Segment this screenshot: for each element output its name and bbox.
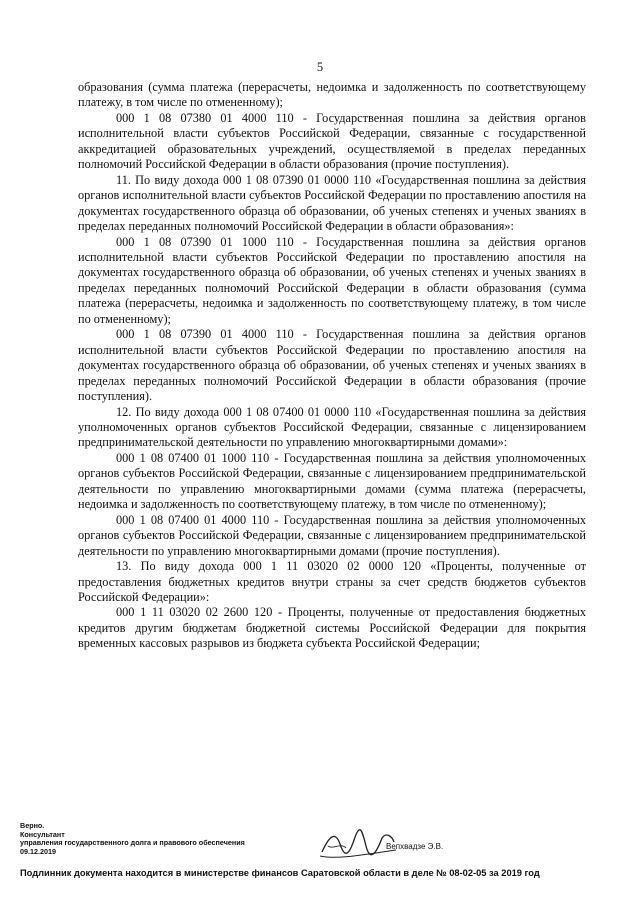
signer-name: Вепхвадзе Э.В. <box>386 842 444 851</box>
stamp-department: управления государственного долга и правового обеспечения <box>20 838 245 848</box>
paragraph: образования (сумма платежа (перерасчеты, недоимка и задолженность по соответствующему платежу, в том числе по отмененному); <box>78 80 586 110</box>
original-location-note: Подлинник документа находится в министерстве финансов Саратовской области в деле № 08-02-05 за 2019 год <box>20 868 540 878</box>
paragraph: 000 1 08 07380 01 4000 110 - Государственная пошлина за действия органов исполнительной власти субъектов Российской Федерации, связанные с государственной аккредитацией образовательных учреждений, осуществляемой в пределах переданных полномочий Российской Федерации в области образования (прочие поступления). <box>78 110 586 172</box>
paragraph: 000 1 08 07390 01 4000 110 - Государственная пошлина за действия органов исполнительной власти субъектов Российской Федерации по проставлению апостиля на документах государственного образца об образовании, об ученых степенях и ученых званиях в пределах переданных полномочий Российской Федерации в области образования (прочие поступления). <box>78 327 586 404</box>
stamp-date: 09.12.2019 <box>20 846 56 856</box>
paragraph: 12. По виду дохода 000 1 08 07400 01 0000 110 «Государственная пошлина за действия уполномоченных органов субъектов Российской Федерации, связанные с лицензированием предпринимательской деятельности по управлению многоквартирными домами»: <box>78 404 586 450</box>
paragraph: 13. По виду дохода 000 1 11 03020 02 0000 120 «Проценты, полученные от предоставления бюджетных кредитов внутри страны за счет средств бюджетов субъектов Российской Федерации»: <box>78 559 586 604</box>
document-body <box>78 80 586 652</box>
paragraph: 000 1 08 07400 01 1000 110 - Государственная пошлина за действия уполномоченных органов субъектов Российской Федерации, связанные с лицензированием предпринимательской деятельности по управлению многоквартирными домами (сумма платежа (перерасчеты, недоимка и задолженность по соответствующему платежу, в том числе по отмененному); <box>78 450 586 512</box>
paragraph: 000 1 11 03020 02 2600 120 - Проценты, полученные от предоставления бюджетных кредитов другим бюджетам бюджетной системы Российской Федерации для покрытия временных кассовых разрывов из бюджета субъекта Российской Федерации; <box>78 605 586 651</box>
stamp-position: Консультант <box>20 829 65 839</box>
stamp-verified: Верно. <box>20 821 45 830</box>
certification-stamp <box>20 822 320 856</box>
paragraph: 000 1 08 07400 01 4000 110 - Государственная пошлина за действия уполномоченных органов субъектов Российской Федерации, связанные с лицензированием предпринимательской деятельности по управлению многоквартирными домами (прочие поступления). <box>78 512 586 558</box>
paragraph: 000 1 08 07390 01 1000 110 - Государственная пошлина за действия органов исполнительной власти субъектов Российской Федерации по проставлению апостиля на документах государственного образца об образовании, об ученых степенях и ученых званиях в пределах переданных полномочий Российской Федерации в области образования (сумма платежа (перерасчеты, недоимка и задолженность по соответствующему платежу, в том числе по отмененному); <box>78 234 586 326</box>
page-number: 5 <box>316 60 324 74</box>
paragraph: 11. По виду дохода 000 1 08 07390 01 0000 110 «Государственная пошлина за действия органов исполнительной власти субъектов Российской Федерации по проставлению апостиля на документах государственного образца об образовании, об ученых степенях и ученых званиях в пределах переданных полномочий Российской Федерации в области образования»: <box>78 172 586 234</box>
